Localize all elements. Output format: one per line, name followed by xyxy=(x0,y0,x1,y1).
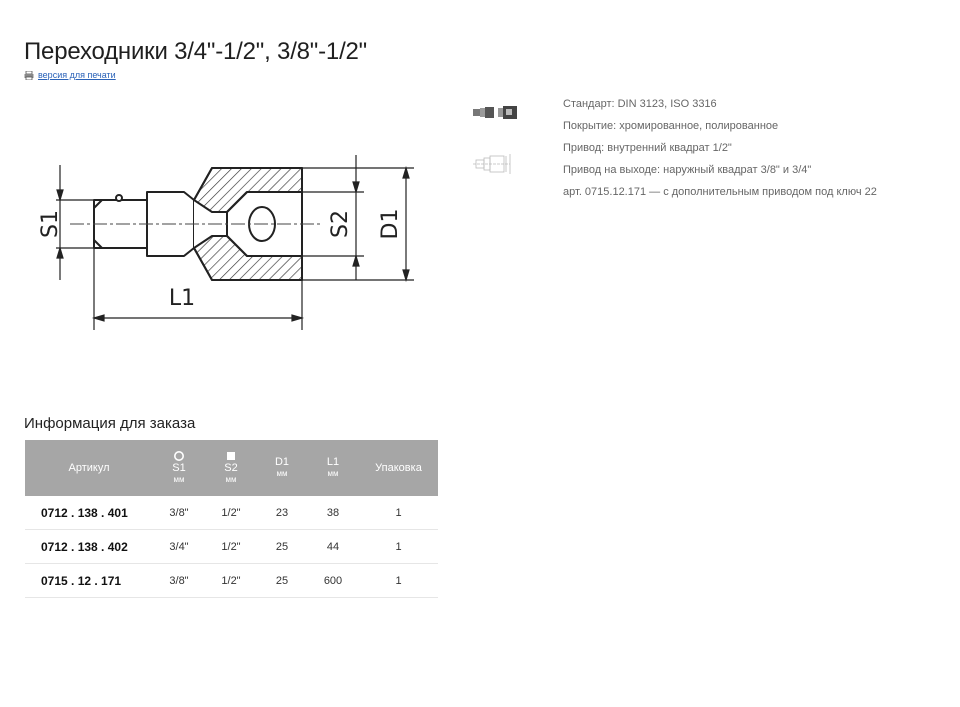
product-drawing-thumb-icon[interactable] xyxy=(470,152,530,176)
table-header-row xyxy=(25,440,438,496)
header-d1 xyxy=(257,440,307,496)
cell-article: 0712 . 138 . 402 xyxy=(25,530,153,564)
table-row xyxy=(25,564,438,598)
spec-coating: Покрытие: хромированное, полированное xyxy=(563,120,779,132)
table-row xyxy=(25,496,438,530)
header-article: Артикул xyxy=(68,462,110,474)
cell-pack: 1 xyxy=(359,496,438,530)
label-s1: S1 xyxy=(38,210,63,238)
spec-standard: Стандарт: DIN 3123, ISO 3316 xyxy=(563,98,717,110)
header-s1-label: S1 xyxy=(172,462,186,474)
cell-l1: 600 xyxy=(307,564,359,598)
header-d1-unit: мм xyxy=(276,469,288,478)
print-link-label: версия для печати xyxy=(38,70,116,80)
header-pack: Упаковка xyxy=(375,462,422,474)
circle-socket-icon xyxy=(153,450,205,462)
label-d1: D1 xyxy=(378,208,403,240)
order-info-title: Информация для заказа xyxy=(24,415,196,432)
header-s1-unit: мм xyxy=(173,475,185,484)
header-s2-unit: мм xyxy=(225,475,237,484)
product-thumbnails xyxy=(470,100,530,180)
page-title: Переходники 3/4"-1/2", 3/8"-1/2" xyxy=(24,38,368,65)
label-s2: S2 xyxy=(328,210,353,238)
cell-s1: 3/8" xyxy=(153,564,205,598)
cell-l1: 38 xyxy=(307,496,359,530)
header-s2 xyxy=(205,440,257,496)
cell-s1: 3/4" xyxy=(153,530,205,564)
cell-d1: 23 xyxy=(257,496,307,530)
print-link[interactable] xyxy=(24,70,116,80)
cell-d1: 25 xyxy=(257,530,307,564)
spec-input-drive: Привод: внутренний квадрат 1/2" xyxy=(563,142,732,154)
square-drive-icon xyxy=(205,450,257,462)
technical-drawing xyxy=(22,150,442,340)
cell-pack: 1 xyxy=(359,530,438,564)
cell-d1: 25 xyxy=(257,564,307,598)
table-row xyxy=(25,530,438,564)
cell-s2: 1/2" xyxy=(205,496,257,530)
cell-s2: 1/2" xyxy=(205,564,257,598)
spec-output-drive: Привод на выходе: наружный квадрат 3/8" и 3/4" xyxy=(563,164,812,176)
header-l1-unit: мм xyxy=(327,469,339,478)
header-s1 xyxy=(153,440,205,496)
header-s2-label: S2 xyxy=(224,462,238,474)
cell-article: 0712 . 138 . 401 xyxy=(25,496,153,530)
product-photo-icon[interactable] xyxy=(470,106,530,122)
header-d1-label: D1 xyxy=(274,456,290,468)
printer-icon xyxy=(24,71,34,80)
cell-l1: 44 xyxy=(307,530,359,564)
spec-note: арт. 0715.12.171 — с дополнительным приводом под ключ 22 xyxy=(563,186,877,198)
cell-s2: 1/2" xyxy=(205,530,257,564)
order-table xyxy=(25,440,438,598)
header-l1-label: L1 xyxy=(326,456,340,468)
spec-list xyxy=(563,93,877,203)
cell-s1: 3/8" xyxy=(153,496,205,530)
cell-article: 0715 . 12 . 171 xyxy=(25,564,153,598)
label-l1: L1 xyxy=(168,286,196,311)
header-l1 xyxy=(307,440,359,496)
cell-pack: 1 xyxy=(359,564,438,598)
